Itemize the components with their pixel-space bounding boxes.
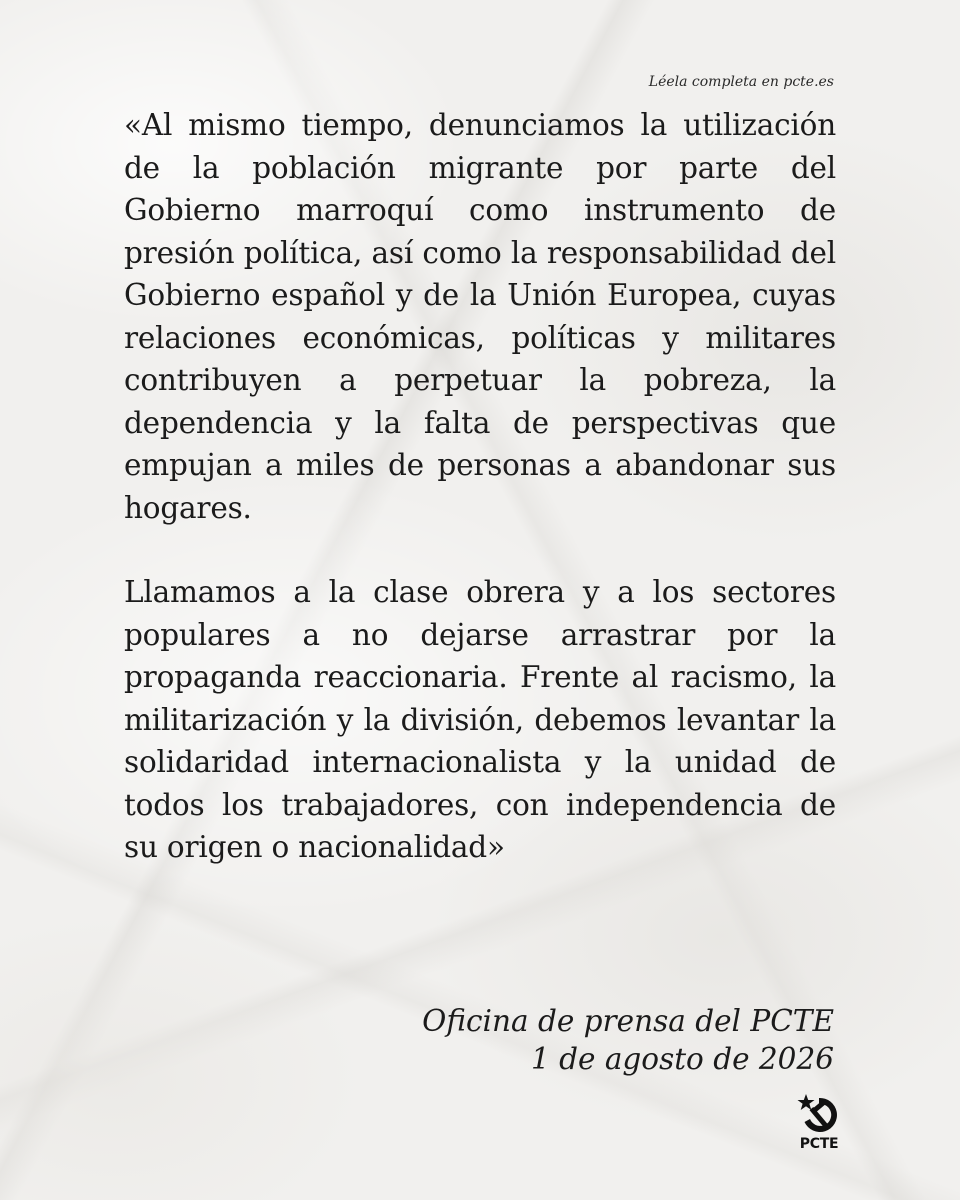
signature-office: Oficina de prensa del PCTE	[422, 1004, 834, 1038]
star-hammer-sickle-icon	[796, 1092, 842, 1134]
read-more-note: Léela completa en pcte.es	[648, 74, 834, 90]
signature-date: 1 de agosto de 2026	[530, 1042, 834, 1076]
signature-block	[234, 1002, 834, 1078]
pcte-logo	[796, 1092, 842, 1156]
paragraph-1: «Al mismo tiempo, denunciamos la utilización de la población migrante por parte del Gobierno marroquí como instrumento de presión política, así como la responsabilidad del Gobierno español y de la Unión Europea, cuyas relaciones económicas, políticas y militares contribuyen a perpetuar la pobreza, la dependencia y la falta de perspectivas que empujan a miles de personas a abandonar sus hogares.	[124, 108, 836, 525]
paragraph-2: Llamamos a la clase obrera y a los sectores populares a no dejarse arrastrar por la propaganda reaccionaria. Frente al racismo, la militarización y la división, debemos levantar la solidaridad internacionalista y la unidad de todos los trabajadores, con independencia de su origen o nacionalidad»	[124, 575, 836, 864]
statement-body	[124, 104, 836, 869]
logo-text: PCTE	[799, 1136, 839, 1152]
